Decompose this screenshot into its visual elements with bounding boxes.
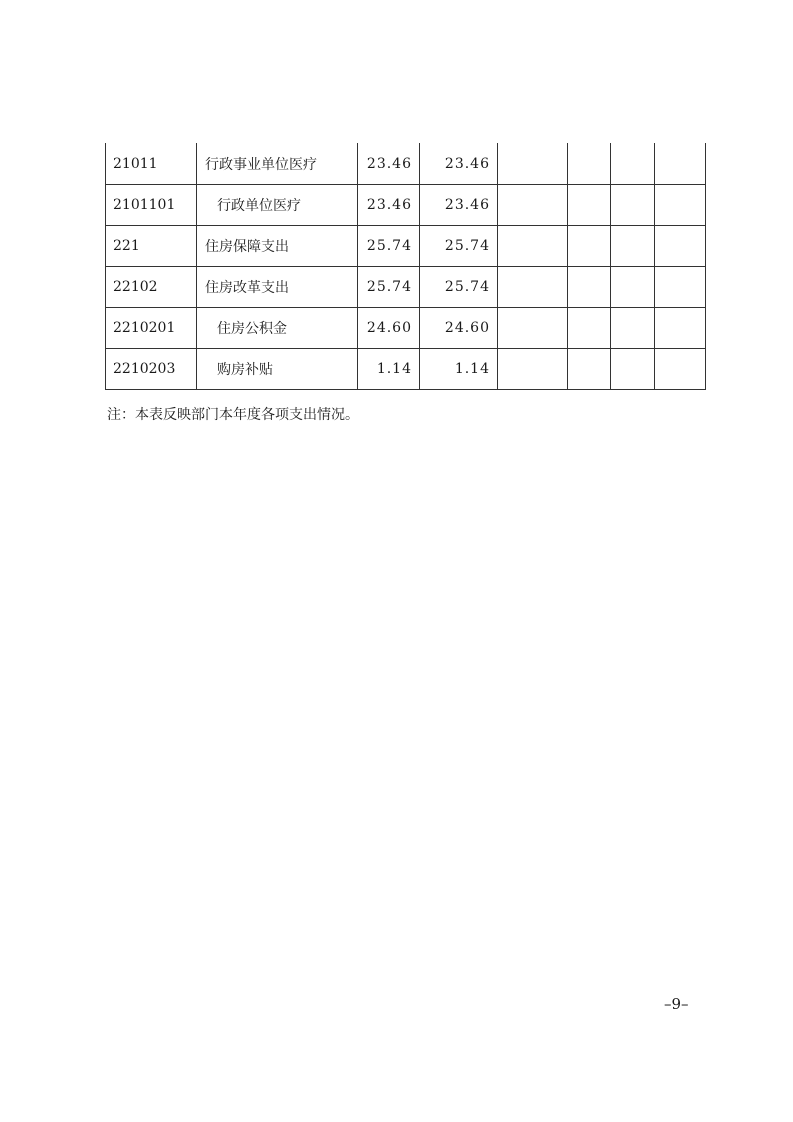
empty-cell <box>498 349 568 390</box>
expenditure-table <box>105 143 706 390</box>
total-amount: 24.60 <box>358 308 420 349</box>
empty-cell <box>655 226 706 267</box>
basic-amount: 25.74 <box>420 267 498 308</box>
table-row <box>106 185 706 226</box>
subject-code: 2210201 <box>106 308 197 349</box>
empty-cell <box>568 185 611 226</box>
basic-amount: 23.46 <box>420 185 498 226</box>
empty-cell <box>568 308 611 349</box>
empty-cell <box>498 267 568 308</box>
empty-cell <box>568 226 611 267</box>
total-amount: 23.46 <box>358 185 420 226</box>
empty-cell <box>611 143 655 185</box>
table-row <box>106 349 706 390</box>
subject-name: 住房保障支出 <box>197 226 358 267</box>
page-number: –9– <box>664 995 689 1013</box>
basic-amount: 23.46 <box>420 143 498 185</box>
empty-cell <box>568 349 611 390</box>
empty-cell <box>655 308 706 349</box>
subject-code: 21011 <box>106 143 197 185</box>
subject-name: 住房改革支出 <box>197 267 358 308</box>
empty-cell <box>611 185 655 226</box>
total-amount: 25.74 <box>358 267 420 308</box>
empty-cell <box>498 308 568 349</box>
empty-cell <box>611 226 655 267</box>
empty-cell <box>498 185 568 226</box>
empty-cell <box>498 143 568 185</box>
subject-code: 22102 <box>106 267 197 308</box>
table-row <box>106 308 706 349</box>
table-note: 注：本表反映部门本年度各项支出情况。 <box>107 407 359 423</box>
table-row <box>106 226 706 267</box>
basic-amount: 25.74 <box>420 226 498 267</box>
subject-code: 2101101 <box>106 185 197 226</box>
total-amount: 23.46 <box>358 143 420 185</box>
subject-name: 行政事业单位医疗 <box>197 143 358 185</box>
empty-cell <box>611 267 655 308</box>
empty-cell <box>498 226 568 267</box>
table-row <box>106 143 706 185</box>
subject-code: 221 <box>106 226 197 267</box>
subject-code: 2210203 <box>106 349 197 390</box>
empty-cell <box>655 349 706 390</box>
empty-cell <box>655 267 706 308</box>
empty-cell <box>568 143 611 185</box>
table-row <box>106 267 706 308</box>
empty-cell <box>655 143 706 185</box>
total-amount: 1.14 <box>358 349 420 390</box>
basic-amount: 1.14 <box>420 349 498 390</box>
empty-cell <box>568 267 611 308</box>
empty-cell <box>655 185 706 226</box>
subject-name: 住房公积金 <box>197 308 358 349</box>
empty-cell <box>611 349 655 390</box>
basic-amount: 24.60 <box>420 308 498 349</box>
empty-cell <box>611 308 655 349</box>
subject-name: 行政单位医疗 <box>197 185 358 226</box>
subject-name: 购房补贴 <box>197 349 358 390</box>
total-amount: 25.74 <box>358 226 420 267</box>
